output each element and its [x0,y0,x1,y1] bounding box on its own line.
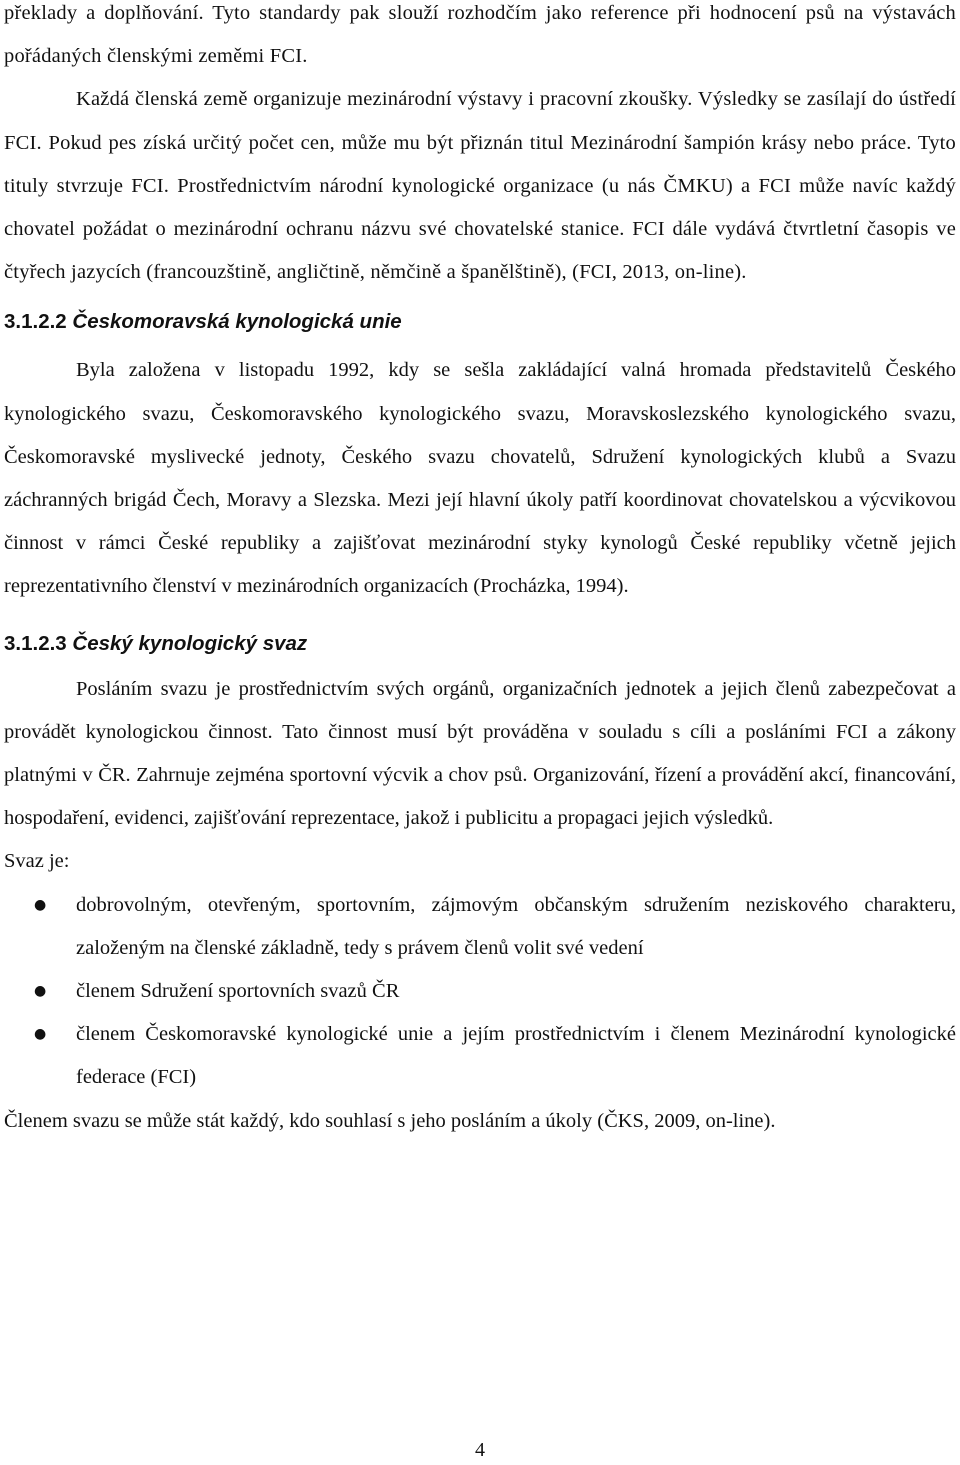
document-page [4,0,956,1143]
bullet-icon: ● [34,896,47,913]
paragraph-fci-exhibitions: Každá členská země organizuje mezinárodní výstavy i pracovní zkoušky. Výsledky se zasílají do ústředí FCI. Pokud pes získá určitý počet cen, může mu být přiznán titul Mezinárodní šampión krásy nebo práce. Tyto tituly stvrzuje FCI. Prostřednictvím národní kynologické organizace (u nás ČMKU) a FCI může navíc každý chovatel požádat o mezinárodní ochranu názvu své chovatelské stanice. FCI dále vydává čtvrtletní časopis ve čtyřech jazycích (francouzštině, angličtině, němčině a španělštině), (FCI, 2013, on-line). [4,88,956,284]
page-number: 4 [475,1439,485,1461]
list-item-text: dobrovolným, otevřeným, sportovním, zájmovým občanským sdružením neziskového charakteru, založeným na členské základně, tedy s právem členů volit své vedení [76,893,956,959]
paragraph-continuation: překlady a doplňování. Tyto standardy pak slouží rozhodčím jako reference při hodnocení psů na výstavách pořádaných členskými zeměmi FCI. [4,2,956,68]
fci-section-continuation [4,0,956,294]
bullet-list [4,884,956,1100]
paragraph-closing: Členem svazu se může stát každý, kdo souhlasí s jeho posláním a úkoly (ČKS, 2009, on-line). [4,1109,776,1132]
list-item-text: členem Českomoravské kynologické unie a jejím prostřednictvím i členem Mezinárodní kynologické federace (FCI) [76,1023,956,1089]
bullet-icon: ● [34,983,47,1000]
list-intro: Svaz je: [4,850,70,873]
section-number: 3.1.2.2 [4,310,67,334]
paragraph-cks: Posláním svazu je prostřednictvím svých orgánů, organizačních jednotek a jejich členů zabezpečovat a provádět kynologickou činnost. Tato činnost musí být prováděna v souladu s cíli a posláními FCI a zákony platnými v ČR. Zahrnuje zejména sportovní výcvik a chov psů. Organizování, řízení a provádění akcí, financování, hospodaření, evidenci, zajišťování reprezentace, jakož i publicitu a propagaci jejich výsledků. [4,677,956,830]
list-item [34,884,956,970]
bullet-icon: ● [34,1026,47,1043]
section-heading-cmku [4,310,956,334]
paragraph-cmku: Byla založena v listopadu 1992, kdy se sešla zakládající valná hromada představitelů Českého kynologického svazu, Českomoravského kynologického svazu, Moravskoslezského kynologického svazu, Českomoravské myslivecké jednoty, Českého svazu chovatelů, Sdružení kynologických klubů a Svazu záchranných brigád Čech, Moravy a Slezska. Mezi její hlavní úkoly patří koordinovat chovatelskou a výcvikovou činnost v rámci České republiky a zajišťovat mezinárodní styky kynologů České republiky včetně jejich reprezentativního členství v mezinárodních organizacích (Procházka, 1994). [4,359,956,598]
list-item [34,1013,956,1099]
section-heading-cks [4,632,956,656]
section-title: Český kynologický svaz [72,631,308,655]
section-number: 3.1.2.3 [4,631,67,655]
list-item [34,970,956,1013]
list-item-text: členem Sdružení sportovních svazů ČR [76,980,400,1003]
section-title: Českomoravská kynologická unie [72,310,402,334]
